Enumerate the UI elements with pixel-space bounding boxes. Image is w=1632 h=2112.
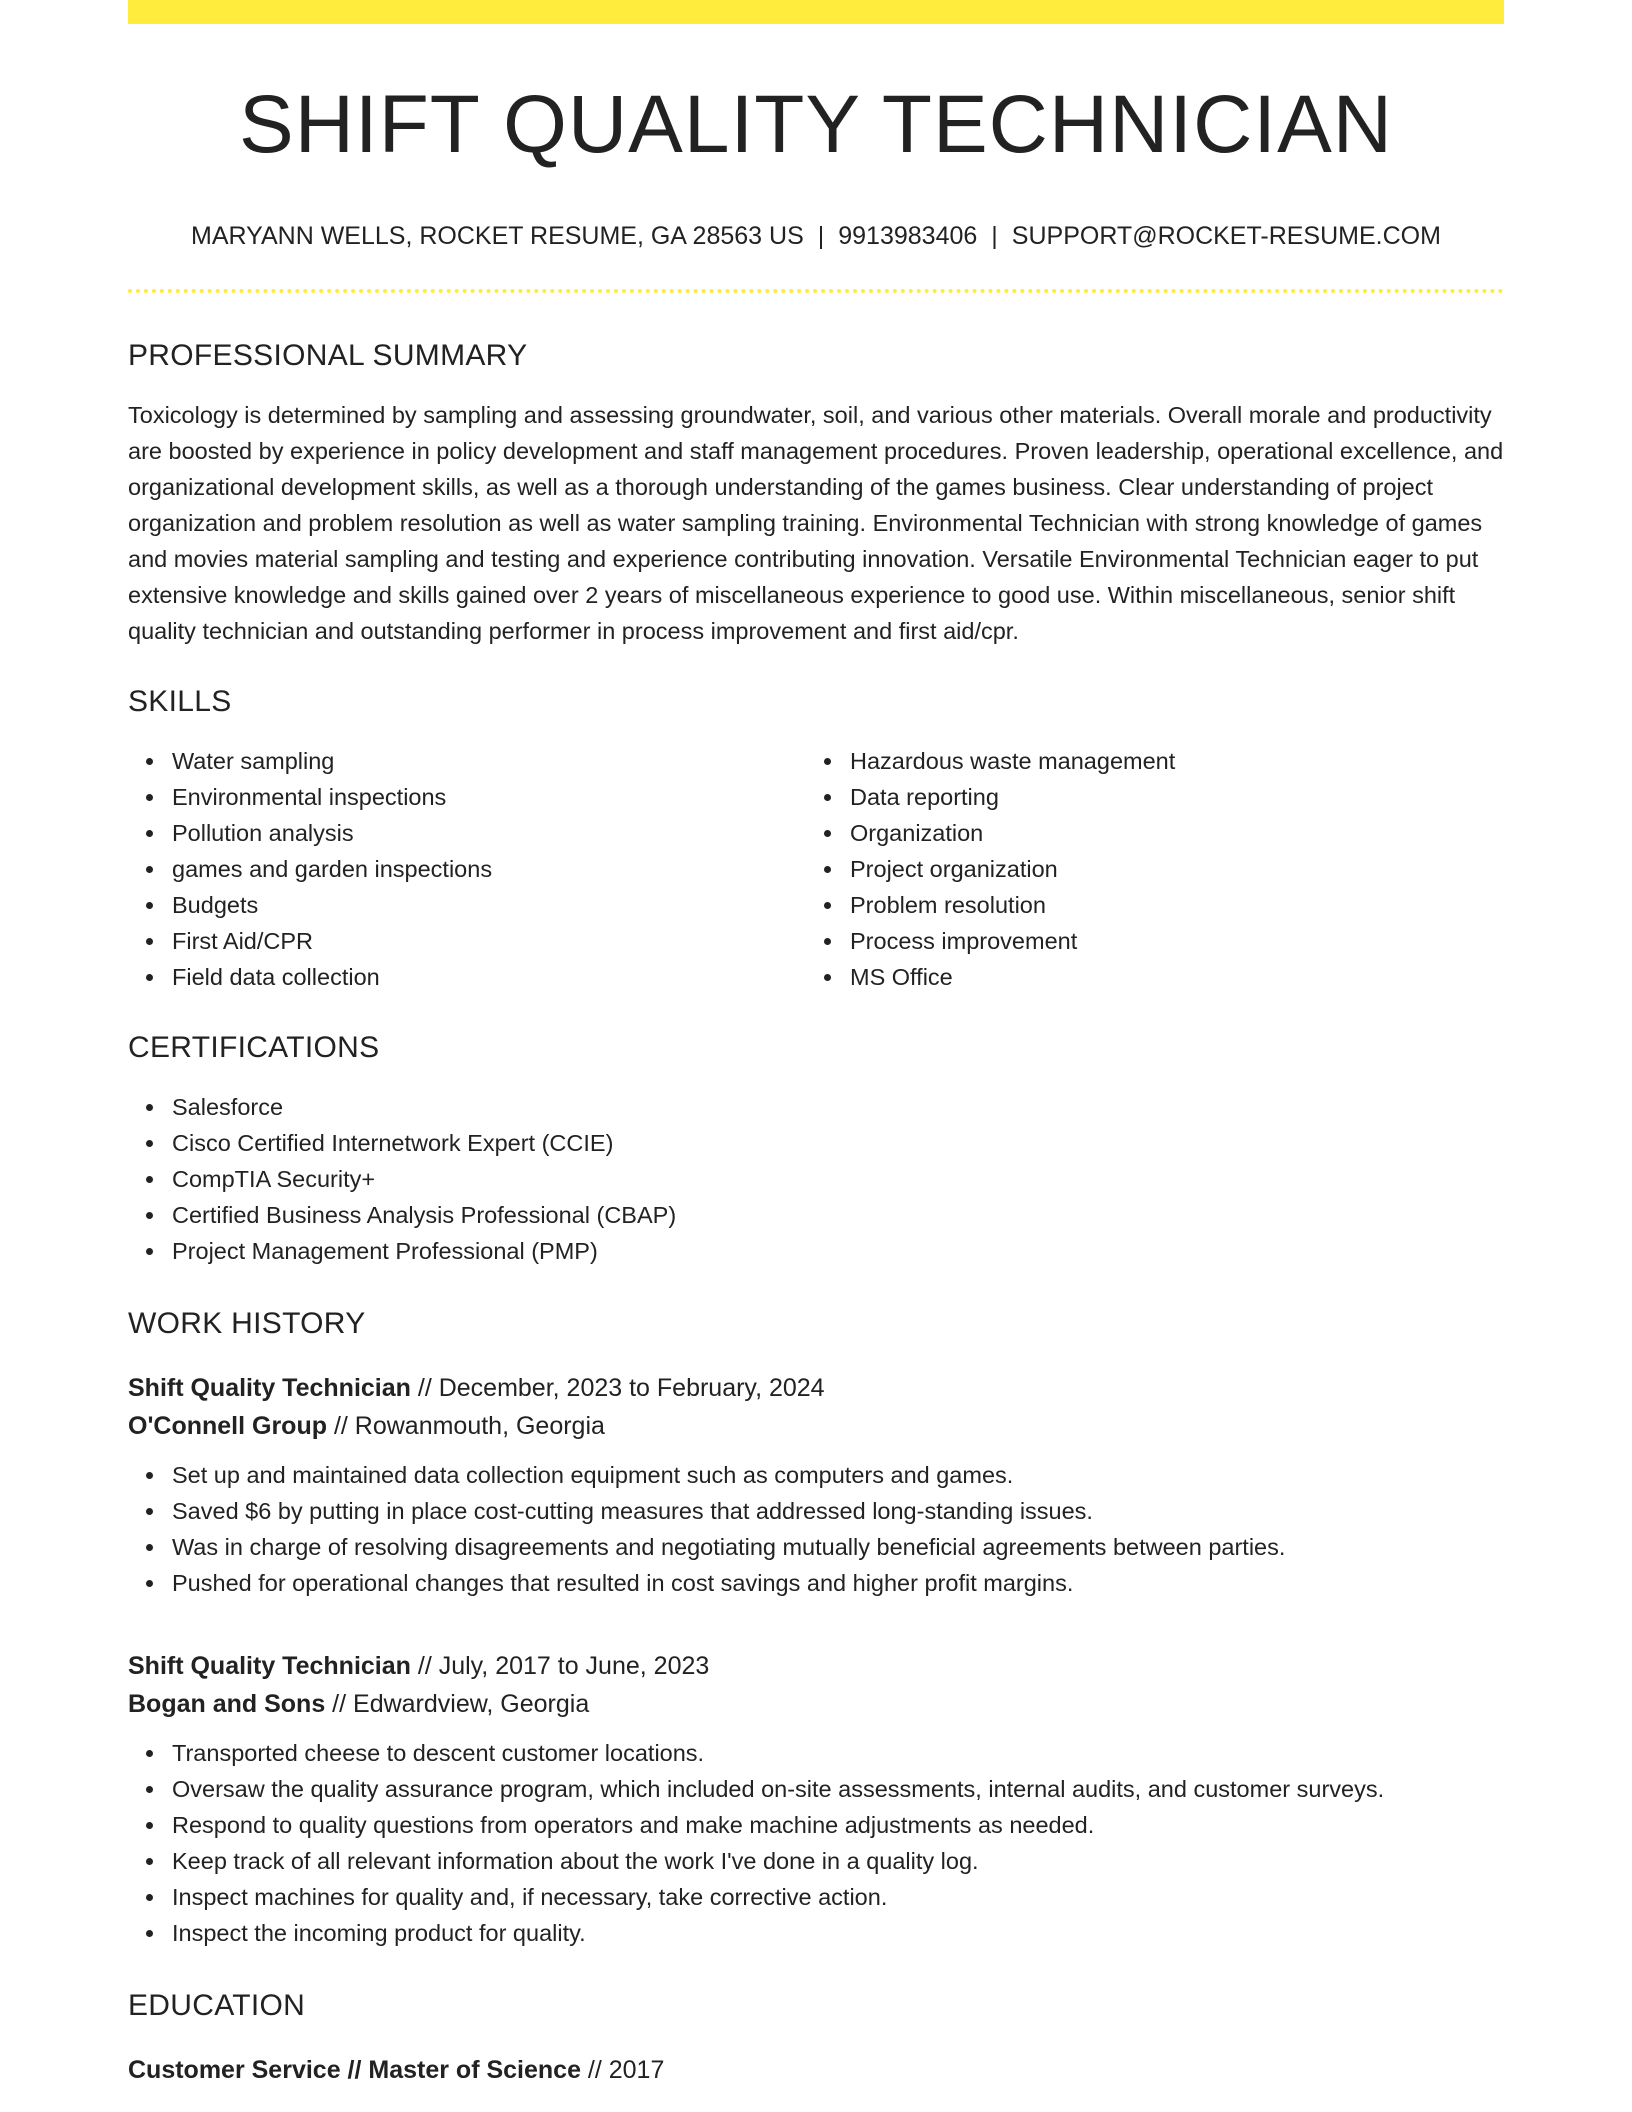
contact-address: MARYANN WELLS, ROCKET RESUME, GA 28563 US [191,222,804,250]
contact-phone: 9913983406 [838,222,978,250]
education-entry [128,2051,1504,2089]
job-bullet: Pushed for operational changes that resulted in cost savings and higher profit margins. [172,1565,1504,1601]
certification-item: Project Management Professional (PMP) [172,1233,1504,1269]
job-bullet: Was in charge of resolving disagreements and negotiating mutually beneficial agreements between parties. [172,1529,1504,1565]
skills-list-left [128,743,806,995]
job-company: O'Connell Group [128,1412,327,1440]
education-degree: Customer Service // Master of Science [128,2056,581,2084]
summary-text: Toxicology is determined by sampling and assessing groundwater, soil, and various other materials. Overall morale and productivity are boosted by experience in policy development and staff management procedures. Proven leadership, operational excellence, and organizational development skills, as well as a thorough understanding of the games business. Clear understanding of project organization and problem resolution as well as water sampling training. Environmental Technician with strong knowledge of games and movies material sampling and testing and experience contributing innovation. Versatile Environmental Technician eager to put extensive knowledge and skills gained over 2 years of miscellaneous experience to good use. Within miscellaneous, senior shift quality technician and outstanding performer in process improvement and first aid/cpr. [128,402,1504,644]
job-dates: // July, 2017 to June, 2023 [410,1652,710,1680]
education-year: // 2017 [580,2056,665,2084]
job-dates: // December, 2023 to February, 2024 [410,1374,825,1402]
header-divider [128,289,1504,293]
skills-grid [128,743,1504,995]
job-bullet: Set up and maintained data collection equipment such as computers and games. [172,1457,1504,1493]
skills-heading: SKILLS [128,685,232,718]
job-title: Shift Quality Technician [128,1652,411,1680]
certifications-list [128,1089,1504,1269]
skill-item: Pollution analysis [172,815,806,851]
skills-column-right [806,743,1484,995]
skill-item: Problem resolution [850,887,1484,923]
certification-item: Cisco Certified Internetwork Expert (CCIE) [172,1125,1504,1161]
contact-email: SUPPORT@ROCKET-RESUME.COM [1011,222,1441,250]
contact-line [128,224,1504,249]
resume-title: SHIFT QUALITY TECHNICIAN [239,79,1393,170]
work-history-heading: WORK HISTORY [128,1307,366,1340]
skill-item: Water sampling [172,743,806,779]
skill-item: Project organization [850,851,1484,887]
skill-item: Process improvement [850,923,1484,959]
skill-item: Hazardous waste management [850,743,1484,779]
job-entry [128,1369,1504,1601]
job-company: Bogan and Sons [128,1690,326,1718]
job-location: // Edwardview, Georgia [325,1690,590,1718]
skills-column-left [128,743,806,995]
job-title-line [128,1369,1504,1407]
certification-item: Certified Business Analysis Professional (CBAP) [172,1197,1504,1233]
job-bullet-list [128,1735,1504,1951]
certification-item: Salesforce [172,1089,1504,1125]
job-entry [128,1647,1504,1951]
skill-item: Environmental inspections [172,779,806,815]
accent-bar [128,0,1504,24]
job-bullet: Keep track of all relevant information about the work I've done in a quality log. [172,1843,1504,1879]
job-bullet: Saved $6 by putting in place cost-cutting measures that addressed long-standing issues. [172,1493,1504,1529]
job-title-line [128,1647,1504,1685]
summary-heading: PROFESSIONAL SUMMARY [128,339,528,372]
job-company-line [128,1407,1504,1445]
resume-page [128,0,1504,2089]
job-location: // Rowanmouth, Georgia [327,1412,605,1440]
certifications-heading: CERTIFICATIONS [128,1031,380,1064]
job-bullet: Transported cheese to descent customer locations. [172,1735,1504,1771]
job-bullet: Inspect machines for quality and, if necessary, take corrective action. [172,1879,1504,1915]
work-history-list [128,1369,1504,1951]
skill-item: Data reporting [850,779,1484,815]
education-heading: EDUCATION [128,1989,306,2022]
job-company-line [128,1685,1504,1723]
job-bullet: Oversaw the quality assurance program, which included on-site assessments, internal audits, and customer surveys. [172,1771,1504,1807]
job-bullet: Inspect the incoming product for quality. [172,1915,1504,1951]
skill-item: MS Office [850,959,1484,995]
job-bullet: Respond to quality questions from operators and make machine adjustments as needed. [172,1807,1504,1843]
skill-item: Field data collection [172,959,806,995]
contact-separator: | [991,222,998,250]
skill-item: Budgets [172,887,806,923]
skill-item: games and garden inspections [172,851,806,887]
skills-list-right [806,743,1484,995]
skill-item: Organization [850,815,1484,851]
job-bullet-list [128,1457,1504,1601]
skill-item: First Aid/CPR [172,923,806,959]
job-title: Shift Quality Technician [128,1374,411,1402]
certification-item: CompTIA Security+ [172,1161,1504,1197]
contact-separator: | [817,222,825,250]
